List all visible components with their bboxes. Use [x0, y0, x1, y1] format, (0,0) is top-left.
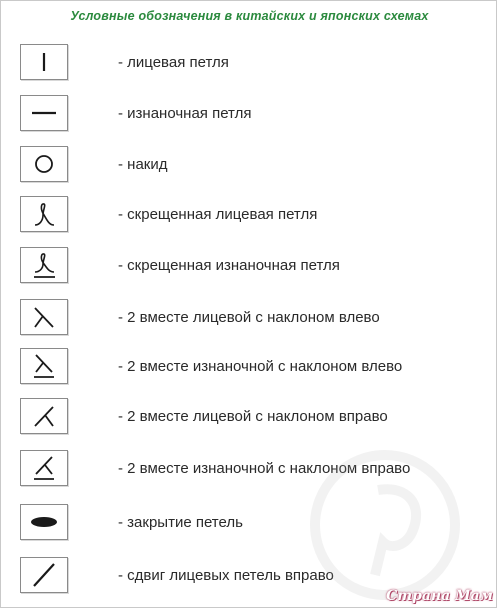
legend-label: - 2 вместе лицевой с наклоном вправо — [118, 407, 388, 425]
symbol-box — [20, 348, 68, 384]
legend-label: - 2 вместе изнаночной с наклоном влево — [118, 357, 403, 375]
diagonal-line-icon — [22, 559, 66, 591]
symbol-box — [20, 196, 68, 232]
legend-label: - изнаночная петля — [118, 104, 252, 122]
legend-row — [20, 450, 490, 486]
filled-ellipse-icon — [22, 506, 66, 538]
legend-label: - скрещенная изнаночная петля — [118, 256, 340, 274]
symbol-box — [20, 247, 68, 283]
legend-label: - закрытие петель — [118, 513, 243, 531]
symbol-box — [20, 95, 68, 131]
legend-row — [20, 348, 490, 384]
legend-label: - 2 вместе изнаночной с наклоном вправо — [118, 459, 411, 477]
legend-row — [20, 504, 490, 540]
loop-underline-icon — [22, 249, 66, 281]
legend-row — [20, 95, 490, 131]
site-watermark: Страна Мам — [386, 588, 493, 604]
symbol-box — [20, 398, 68, 434]
lambda-icon — [22, 301, 66, 333]
symbol-box — [20, 450, 68, 486]
lambda-underline-icon — [22, 350, 66, 382]
legend-row — [20, 398, 490, 434]
symbol-box — [20, 299, 68, 335]
symbol-box — [20, 146, 68, 182]
vertical-line-icon — [22, 46, 66, 78]
legend-label: - сдвиг лицевых петель вправо — [118, 566, 334, 584]
legend-label: - лицевая петля — [118, 53, 229, 71]
legend-row — [20, 44, 490, 80]
legend-row — [20, 299, 490, 335]
legend-row — [20, 196, 490, 232]
reverse-lambda-underline-icon — [22, 452, 66, 484]
symbol-box — [20, 44, 68, 80]
legend-label: - скрещенная лицевая петля — [118, 205, 318, 223]
legend-label: - накид — [118, 155, 168, 173]
legend-row — [20, 247, 490, 283]
loop-icon — [22, 198, 66, 230]
symbol-box — [20, 504, 68, 540]
circle-icon — [22, 148, 66, 180]
legend-label: - 2 вместе лицевой с наклоном влево — [118, 308, 380, 326]
reverse-lambda-icon — [22, 400, 66, 432]
legend-row — [20, 146, 490, 182]
symbol-box — [20, 557, 68, 593]
page-title: Условные обозначения в китайских и японских схемах — [70, 9, 429, 23]
horizontal-line-icon — [22, 97, 66, 129]
